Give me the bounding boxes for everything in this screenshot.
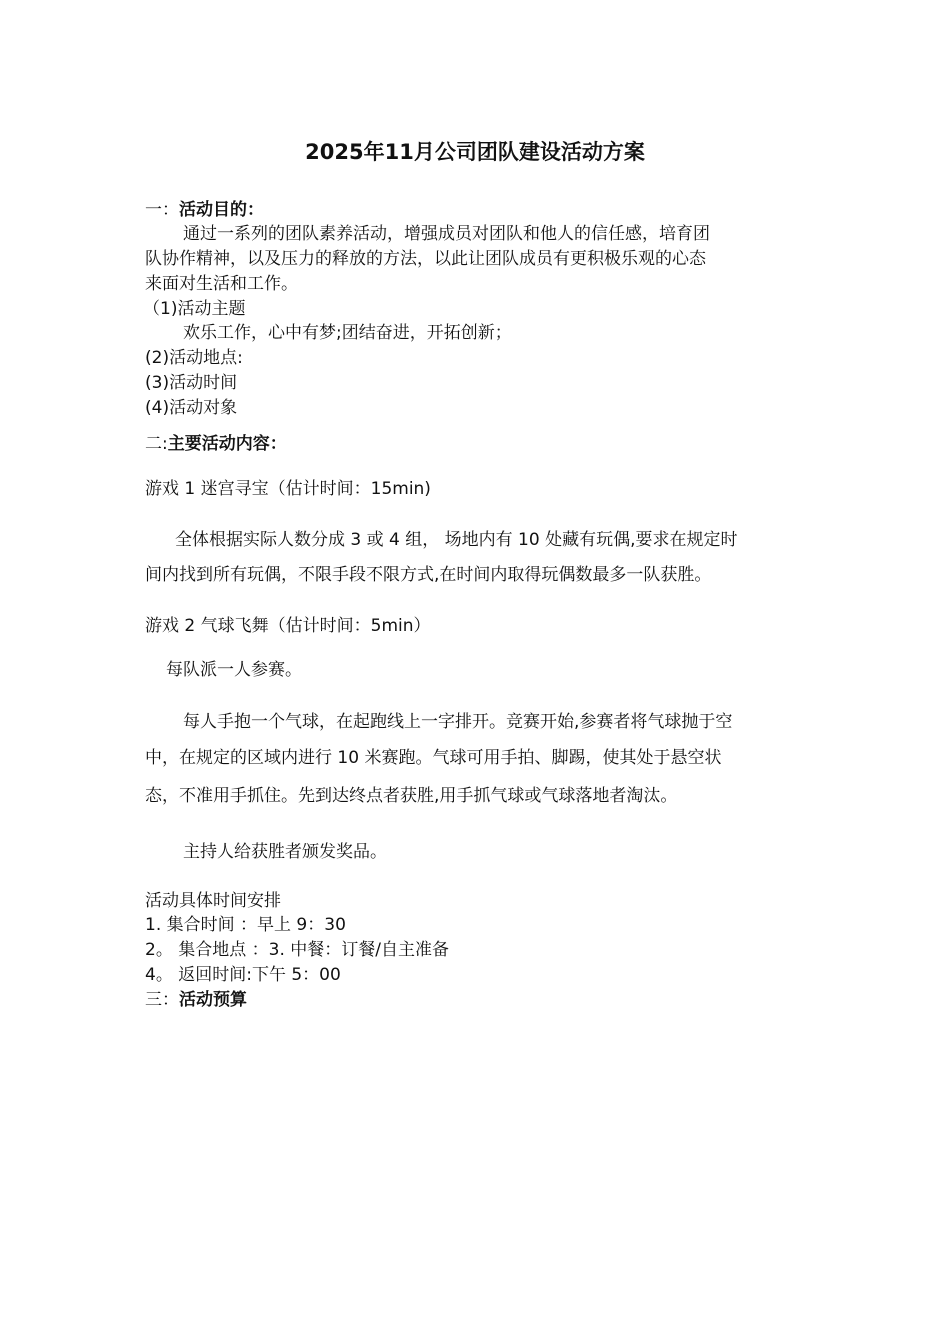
target-label: (4)活动对象 — [145, 398, 238, 418]
section1-title: 活动目的： — [179, 200, 264, 220]
purpose-line-3: 来面对生活和工作。 — [145, 274, 298, 294]
award-line: 主持人给获胜者颁发奖品。 — [183, 842, 387, 862]
game2-line-1: 每人手抱一个气球，在起跑线上一字排开。竞赛开始,参赛者将气球抛于空 — [183, 712, 733, 732]
game1-line-1: 全体根据实际人数分成 3 或 4 组， 场地内有 10 处藏有玩偶,要求在规定时 — [175, 530, 738, 550]
schedule-item-3: 4。 返回时间:下午 5：00 — [145, 965, 341, 985]
game2-line-2: 中，在规定的区域内进行 10 米赛跑。气球可用手拍、脚踢，使其处于悬空状 — [145, 748, 722, 768]
section3-title: 活动预算 — [179, 990, 247, 1010]
schedule-item-2: 2。 集合地点 ：3. 中餐：订餐/自主准备 — [145, 940, 449, 960]
theme-value: 欢乐工作，心中有梦;团结奋进，开拓创新； — [183, 323, 512, 343]
section2-title: 主要活动内容： — [167, 434, 287, 454]
document-title: 2025年11月公司团队建设活动方案 — [305, 140, 645, 164]
game1-title: 游戏 1 迷宫寻宝（估计时间：15min) — [145, 479, 431, 499]
section2-prefix: 二: — [145, 434, 168, 454]
game2-team: 每队派一人参赛。 — [166, 660, 302, 680]
purpose-line-2: 队协作精神，以及压力的释放的方法，以此让团队成员有更积极乐观的心态 — [145, 249, 706, 269]
schedule-item-1: 1. 集合时间 ：早上 9：30 — [145, 915, 346, 935]
game2-line-3: 态，不准用手抓住。先到达终点者获胜,用手抓气球或气球落地者淘汰。 — [145, 786, 678, 806]
section2-heading — [145, 432, 287, 456]
theme-label: （1)活动主题 — [143, 299, 246, 319]
game2-title: 游戏 2 气球飞舞（估计时间：5min） — [145, 616, 431, 636]
section1-prefix: 一： — [145, 200, 179, 220]
section3-prefix: 三： — [145, 990, 179, 1010]
purpose-line-1: 通过一系列的团队素养活动，增强成员对团队和他人的信任感，培育团 — [183, 224, 710, 244]
schedule-heading: 活动具体时间安排 — [145, 891, 281, 911]
time-label: (3)活动时间 — [145, 373, 238, 393]
game1-line-2: 间内找到所有玩偶，不限手段不限方式,在时间内取得玩偶数最多一队获胜。 — [145, 565, 712, 585]
location-label: (2)活动地点: — [145, 348, 243, 368]
section3-heading — [145, 988, 247, 1012]
section1-heading — [145, 198, 264, 222]
